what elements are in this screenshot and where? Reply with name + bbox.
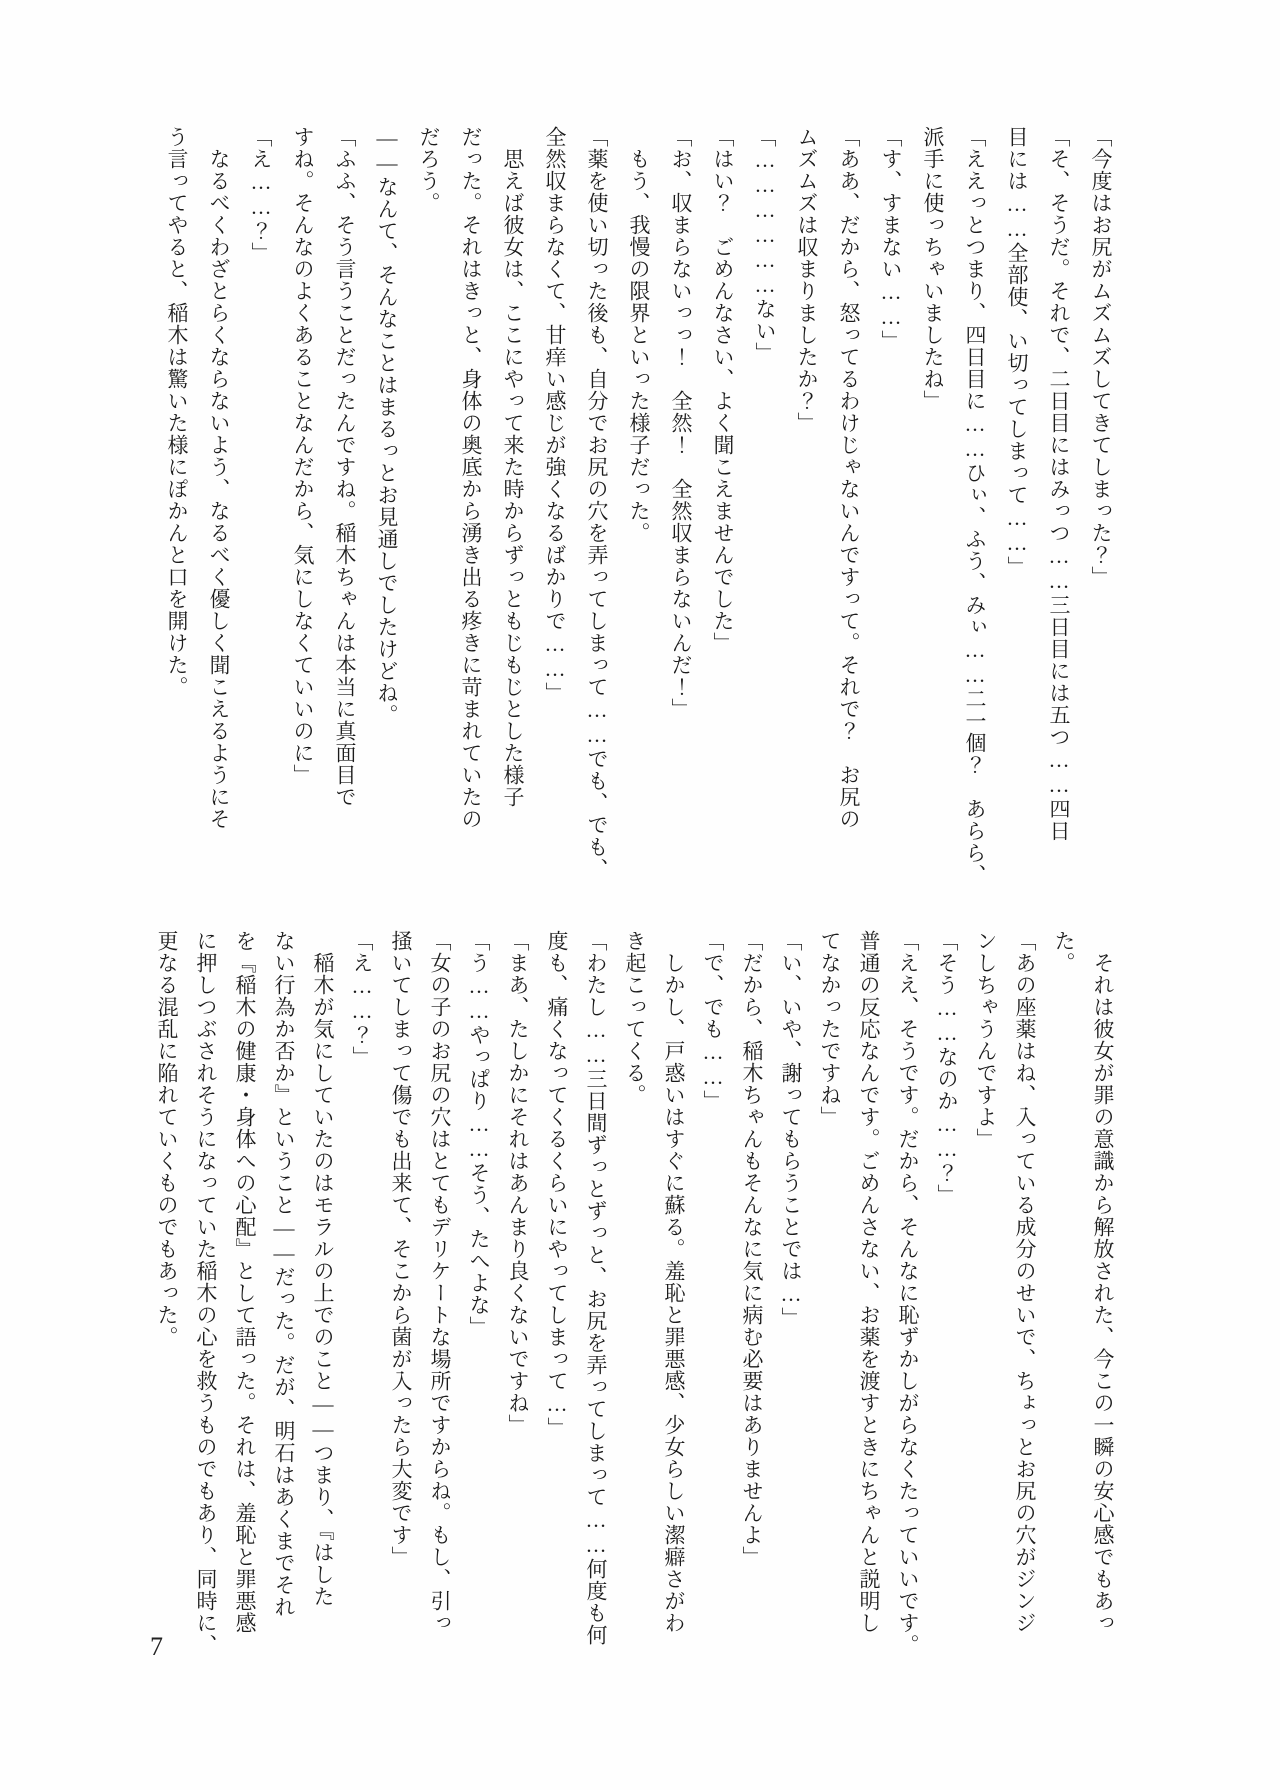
text-column: に押しつぶされそうになっていた稲木の心を救うものでもあり、同時に、	[194, 930, 218, 1656]
text-column: 「今度はお尻がムズムズしてきてしまった？」	[1089, 126, 1113, 588]
text-column: を『稲木の健康・身体への心配』として語った。それは、羞恥と罪悪感	[233, 930, 257, 1634]
text-column: ――なんて、そんなことはまるっとお見通しでしたけどね。	[375, 126, 399, 726]
text-column: 「う……やっぱり……そう、たへよな」	[467, 930, 491, 1338]
text-column: 「あの座薬はね、入っている成分のせいで、ちょっとお尻の穴がジンジ	[1013, 930, 1037, 1634]
text-column: 「お、収まらないっっ！ 全然！ 全然収まらないんだ！」	[669, 126, 693, 720]
text-column: た。	[1052, 930, 1076, 974]
text-column: 「そう……なのか……？」	[935, 930, 959, 1206]
text-column: 「だから、稲木ちゃんもそんなに気に病む必要はありませんよ」	[740, 930, 764, 1568]
text-column: ムズムズは収まりましたか？」	[795, 126, 819, 434]
text-column: 目には……全部使、い切ってしまって……」	[1005, 126, 1029, 578]
text-column: 掻いてしまって傷でも出来て、そこから菌が入ったら大変です」	[389, 930, 413, 1568]
text-column: 「わたし……三日間ずっとずっと、お尻を弄ってしまって……何度も何	[584, 930, 608, 1646]
page-number: 7	[150, 1632, 163, 1661]
text-column: だった。それはきっと、身体の奥底から湧き出る疼きに苛まれていたの	[459, 126, 483, 830]
text-column: 全然収まらなくて、甘痒い感じが強くなるばかりで……」	[543, 126, 567, 704]
text-column: 「え……？」	[350, 930, 374, 1068]
text-column: だろう。	[417, 126, 441, 214]
text-block-top	[156, 126, 1122, 886]
text-column: 「そ、そうだ。それで、二日目にはみっつ……三日目には五つ……四日	[1047, 126, 1071, 842]
text-column: すね。そんなのよくあることなんだから、気にしなくていいのに」	[291, 126, 315, 786]
text-column: 「まあ、たしかにそれはあんまり良くないですね」	[506, 930, 530, 1436]
text-column: しかし、戸惑いはすぐに蘇る。羞恥と罪悪感、少女らしい潔癖さがわ	[662, 930, 686, 1634]
text-column: それは彼女が罪の意識から解放された、今この一瞬の安心感でもあっ	[1091, 930, 1115, 1634]
text-column: 「ああ、だから、怒ってるわけじゃないんですって。それで？ お尻の	[837, 126, 861, 830]
text-column: てなかったですね」	[818, 930, 842, 1128]
text-column: 「ええ、そうです。だから、そんなに恥ずかしがらなくたっていいです。	[896, 930, 920, 1656]
text-column: 「ええっとつまり、四日目に……ひぃ、ふう、みぃ……二一個？ あらら、	[963, 126, 987, 886]
text-column: なるべくわざとらくならないよう、なるべく優しく聞こえるようにそ	[207, 126, 231, 830]
text-column: ンしちゃうんですよ」	[974, 930, 998, 1150]
text-column: 「い、いや、謝ってもらうことでは…」	[779, 930, 803, 1329]
text-column: 普通の反応なんです。ごめんさない、お薬を渡すときにちゃんと説明し	[857, 930, 881, 1634]
text-column: もう、我慢の限界といった様子だった。	[627, 126, 651, 544]
text-column: 更なる混乱に陥れていくものでもあった。	[155, 930, 179, 1348]
text-column: き起こってくる。	[623, 930, 647, 1106]
text-column: 「女の子のお尻の穴はとてもデリケートな場所ですからね。もし、引っ	[428, 930, 452, 1634]
text-block-bottom	[147, 930, 1122, 1698]
text-column: 「………………ない」	[753, 126, 777, 364]
text-column: 度も、痛くなってくるくらいにやってしまって…」	[545, 930, 569, 1439]
text-column: 「す、すまない……」	[879, 126, 903, 352]
text-column: ない行為か否か』ということ――だった。だが、明石はあくまでそれ	[272, 930, 296, 1618]
text-column: 「薬を使い切った後も、自分でお尻の穴を弄ってしまって……でも、でも、	[585, 126, 609, 880]
text-column: 稲木が気にしていたのはモラルの上でのこと――つまり、『はした	[311, 930, 335, 1608]
text-column: 「え……？」	[249, 126, 273, 264]
text-column: 思えば彼女は、ここにやって来た時からずっともじもじとした様子	[501, 126, 525, 808]
text-column: 「はい？ ごめんなさい、よく聞こえませんでした」	[711, 126, 735, 654]
text-column: 「で、でも……」	[701, 930, 725, 1112]
text-column: 「ふふ、そう言うことだったんですね。稲木ちゃんは本当に真面目で	[333, 126, 357, 808]
text-column: 派手に使っちゃいましたね」	[921, 126, 945, 412]
text-column: う言ってやると、稲木は驚いた様にぽかんと口を開けた。	[165, 126, 189, 698]
